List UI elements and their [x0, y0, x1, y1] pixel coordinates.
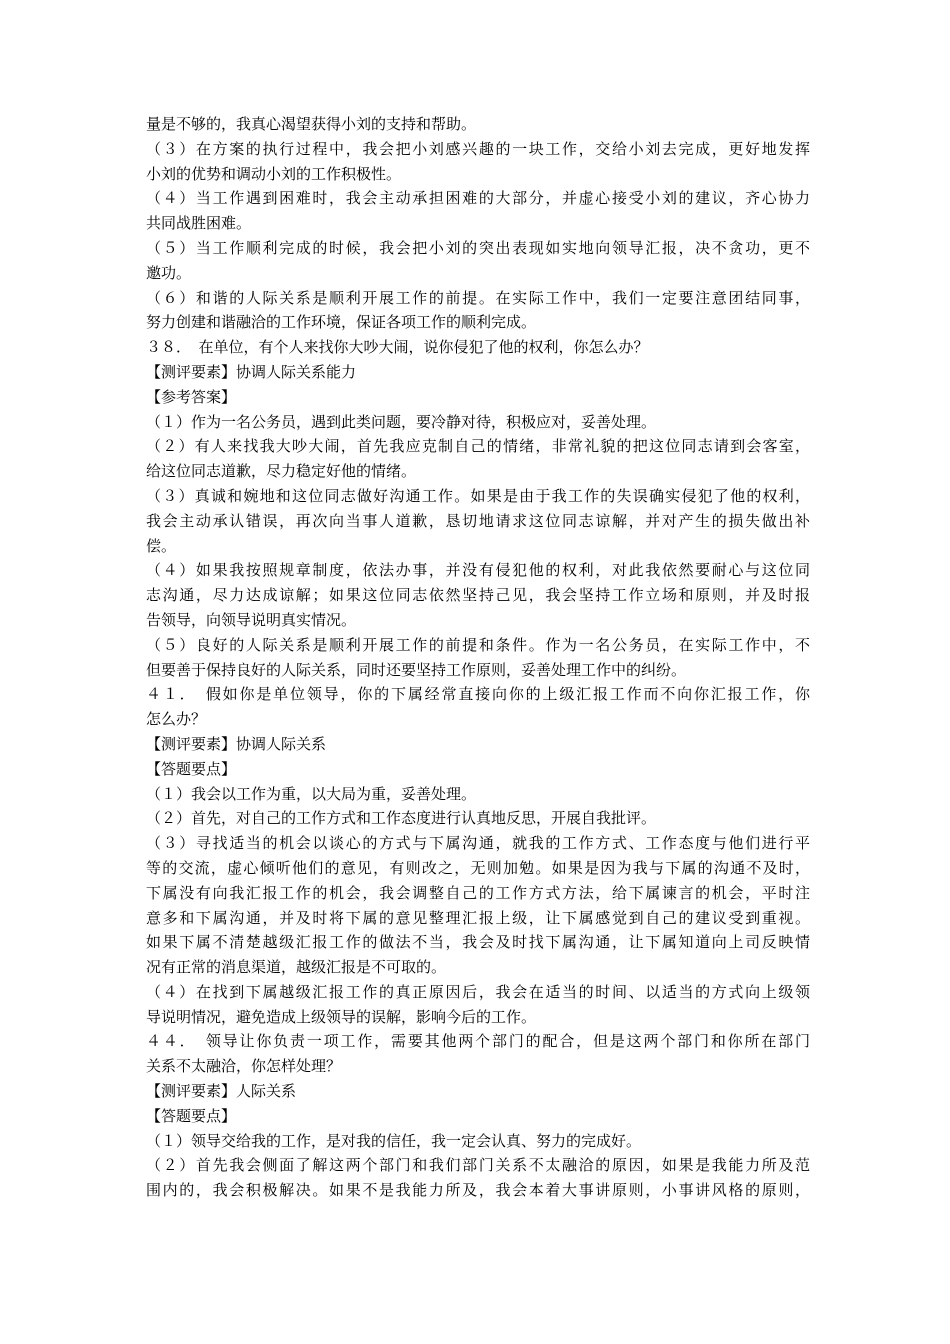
text-line: 给这位同志道歉，尽力稳定好他的情绪。: [146, 462, 417, 481]
text-line: 围内的，我会积极解决。如果不是我能力所及，我会本着大事讲原则，小事讲风格的原则，: [146, 1181, 810, 1200]
text-line: 下属没有向我汇报工作的机会，我会调整自己的工作方式方法，给下属谏言的机会，平时注: [146, 883, 810, 902]
text-line: 导说明情况，避免造成上级领导的误解，影响今后的工作。: [146, 1007, 537, 1026]
text-line: （１）领导交给我的工作，是对我的信任，我一定会认真、努力的完成好。: [146, 1131, 642, 1150]
text-line: 量是不够的，我真心渴望获得小刘的支持和帮助。: [146, 115, 477, 133]
text-line: 意多和下属沟通，并及时将下属的意见整理汇报上级，让下属感觉到自己的建议受到重视。: [146, 908, 810, 927]
text-line: 关系不太融洽，你怎样处理？: [146, 1057, 342, 1076]
text-line: 【测评要素】人际关系: [146, 1082, 297, 1101]
text-line: 等的交流，虚心倾听他们的意见，有则改之，无则加勉。如果是因为我与下属的沟通不及时，: [146, 858, 810, 877]
text-line: 【答题要点】: [146, 759, 237, 778]
text-line: 【测评要素】协调人际关系能力: [146, 362, 357, 381]
text-line: （３）在方案的执行过程中，我会把小刘感兴趣的一块工作，交给小刘去完成，更好地发挥: [146, 139, 810, 158]
text-line: 共同战胜困难。: [146, 214, 252, 233]
text-line: （４）如果我按照规章制度，依法办事，并没有侵犯他的权利，对此我依然要耐心与这位同: [146, 561, 810, 580]
text-line: （５）良好的人际关系是顺利开展工作的前提和条件。作为一名公务员，在实际工作中，不: [146, 635, 810, 654]
text-line: （６）和谐的人际关系是顺利开展工作的前提。在实际工作中，我们一定要注意团结同事，: [146, 288, 810, 307]
text-line: 邀功。: [146, 263, 192, 282]
text-line: 偿。: [146, 536, 177, 555]
text-line: ４４． 领导让你负责一项工作，需要其他两个部门的配合，但是这两个部门和你所在部门: [146, 1032, 810, 1051]
text-line: ３８． 在单位，有个人来找你大吵大闹，说你侵犯了他的权利，你怎么办？: [146, 338, 649, 357]
text-line: 【测评要素】协调人际关系: [146, 734, 327, 753]
text-line: （１）我会以工作为重，以大局为重，妥善处理。: [146, 784, 477, 803]
text-line: 怎么办？: [146, 710, 207, 729]
text-line: （４）在找到下属越级汇报工作的真正原因后，我会在适当的时间、以适当的方式向上级领: [146, 982, 810, 1001]
text-line: 【答题要点】: [146, 1106, 237, 1125]
text-line: 我会主动承认错误，再次向当事人道歉，恳切地请求这位同志谅解，并对产生的损失做出补: [146, 511, 810, 530]
text-line: 如果下属不清楚越级汇报工作的做法不当，我会及时找下属沟通，让下属知道向上司反映情: [146, 933, 810, 952]
text-line: （３）寻找适当的机会以谈心的方式与下属沟通，就我的工作方式、工作态度与他们进行平: [146, 834, 810, 853]
text-line: （２）首先，对自己的工作方式和工作态度进行认真地反思，开展自我批评。: [146, 809, 657, 828]
document-body: [146, 112, 810, 1203]
text-line: 小刘的优势和调动小刘的工作积极性。: [146, 164, 402, 183]
text-line: 但要善于保持良好的人际关系，同时还要坚持工作原则，妥善处理工作中的纠纷。: [146, 660, 687, 679]
text-line: 努力创建和谐融洽的工作环境，保证各项工作的顺利完成。: [146, 313, 537, 332]
text-line: （３）真诚和婉地和这位同志做好沟通工作。如果是由于我工作的失误确实侵犯了他的权利，: [146, 486, 810, 505]
text-line: （４）当工作遇到困难时，我会主动承担困难的大部分，并虚心接受小刘的建议，齐心协力: [146, 189, 810, 208]
text-line: （２）首先我会侧面了解这两个部门和我们部门关系不太融洽的原因，如果是我能力所及范: [146, 1156, 810, 1175]
text-line: 【参考答案】: [146, 387, 237, 406]
text-line: （１）作为一名公务员，遇到此类问题，要冷静对待，积极应对，妥善处理。: [146, 412, 657, 431]
text-line: 志沟通，尽力达成谅解；如果这位同志依然坚持己见，我会坚持工作立场和原则，并及时报: [146, 586, 810, 605]
text-line: （５）当工作顺利完成的时候，我会把小刘的突出表现如实地向领导汇报，决不贪功，更不: [146, 238, 810, 257]
text-line: ４１． 假如你是单位领导，你的下属经常直接向你的上级汇报工作而不向你汇报工作，你: [146, 685, 810, 704]
text-line: 况有正常的消息渠道，越级汇报是不可取的。: [146, 958, 447, 977]
text-line: （２）有人来找我大吵大闹，首先我应克制自己的情绪，非常礼貌的把这位同志请到会客室，: [146, 437, 810, 456]
text-line: 告领导，向领导说明真实情况。: [146, 610, 357, 629]
